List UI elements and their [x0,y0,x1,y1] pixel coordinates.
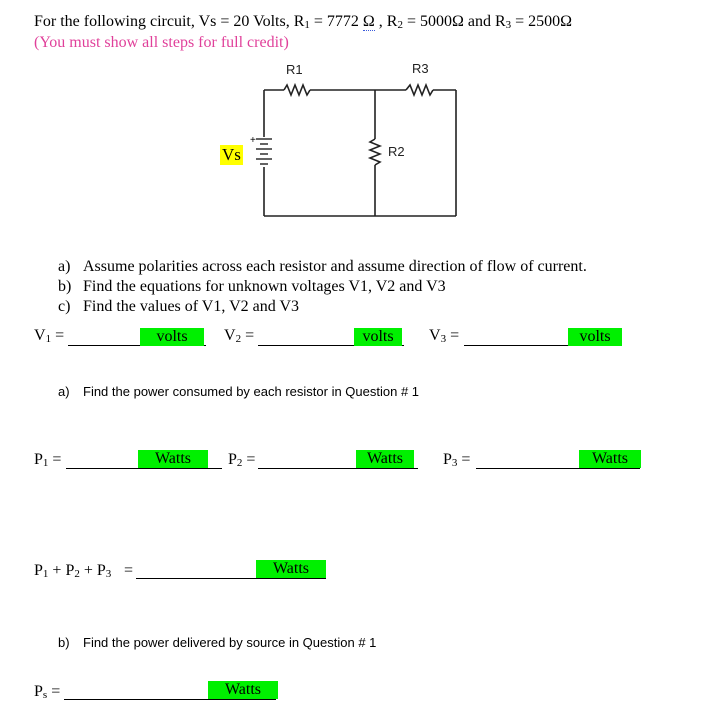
v1-answer: V1 = [34,327,65,345]
question-1c: c) Find the values of V1, V2 and V3 [58,298,299,315]
p2-unit: Watts [356,450,414,468]
polarity-plus: + [250,135,256,146]
label-r2: R2 [388,144,405,159]
p3-unit: Watts [579,450,641,468]
resistor-r1 [284,85,310,95]
label-r1: R1 [286,62,303,77]
v3-unit: volts [568,328,622,346]
question-1a: a) Assume polarities across each resistor and assume direction of flow of current. [58,258,587,275]
power-sum-eq: = [124,562,134,579]
credit-note: (You must show all steps for full credit) [34,34,289,51]
v3-answer: V3 = [429,327,460,345]
battery-icon [256,139,272,164]
p1-unit: Watts [138,450,208,468]
question-3b: b) Find the power delivered by source in Question # 1 [58,635,377,650]
label-r3: R3 [412,61,429,76]
source-label: Vs [222,145,241,164]
resistor-r2 [370,139,380,165]
power-sum-unit: Watts [256,560,326,578]
ps-answer: Ps = [34,683,61,701]
question-2a: a) Find the power consumed by each resistor in Question # 1 [58,384,420,399]
power-sum-label: P1 + P2 + P3 [34,562,112,580]
ps-unit: Watts [208,681,278,699]
p1-answer: P1 = [34,451,62,469]
v2-answer: V2 = [224,327,255,345]
p3-answer: P3 = [443,451,471,469]
v1-unit: volts [140,328,204,346]
v2-unit: volts [354,328,402,346]
resistor-r3 [406,85,433,95]
question-1b: b) Find the equations for unknown voltages V1, V2 and V3 [58,278,446,295]
p2-answer: P2 = [228,451,256,469]
problem-statement: For the following circuit, Vs = 20 Volts, R1 = 7772 Ω , R2 = 5000Ω and R3 = 2500Ω [34,13,573,31]
circuit-diagram [210,55,480,225]
